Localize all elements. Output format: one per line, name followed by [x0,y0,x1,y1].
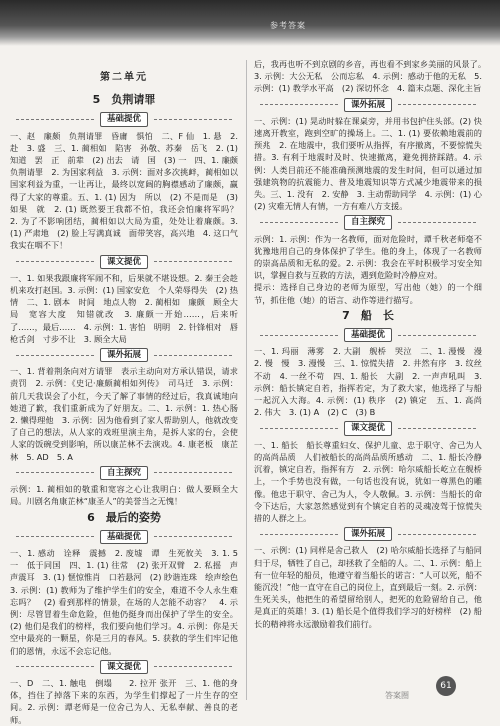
ext-answers-r: 一、示例：(1) 晃动时躲在课桌旁，并用书包护住头部。(2) 快速离开教室，跑到空旷的操场上。二、1. (1) 要依赖地震前的预兆 2. 在地震中，我们要听从指挥，有序撤离，不要惊慌失措。3. 有利于地震时及时、快速撤离，避免拥挤踩踏。4. 示例：人类目前还不能准确预测地震的发生时间，但可以通过加强建筑物的抗震能力、普及地震知识等方式减少地震带来的损失。三、1. 没有 2. 安静 3. 主动帮助同学 4. 示例：(1) 心 (2) 灾难无情人有情，一方有难八方支援。 [254,115,491,212]
section-ext: 课外拓展 [10,348,238,362]
header-band [0,0,500,46]
unit-title: 第二单元 [100,72,148,83]
section-basic-2: 基础提优 [10,530,238,544]
column-divider [246,60,247,700]
watermark: 答案圈 [385,691,409,700]
lesson-6-title: 6 最后的姿势 [87,510,161,524]
page-number: 61 [436,676,456,696]
section-class: 课文提优 [10,255,238,269]
header-label: 参考答案 [270,21,306,30]
lesson-7-title: 7 船 长 [342,308,394,322]
section-self-r: 自主探究 [254,215,482,229]
self-answers: 示例：1. 蔺相如的敬重和宽容之心让我明白：做人要顾全大局。川剧名角康芷林“康圣人”的美誉当之无愧！ [10,484,238,507]
ext2-answers-r: 一、示例：(1) 同样是舍己救人 (2) 哈尔威船长选择了与船同归于尽，牺牲了自己，却拯救了全船的人。二、1. 示例：船上有一位年轻的船员，他遵守着当船长的诺言：“人可以死，船不能沉没！”他一直守在自己的岗位上，直到最后一刻。2. 示例：生死关头，他把生的希望留给别人，把死的危险留给自己，他是真正的英雄！3. (1) 船长是个值得我们学习的好榜样 (2) 船长的精神将永远激励着我们前行。 [254,545,482,629]
ext-answers: 一、1. 背着荆条向对方请罪 表示主动向对方承认错误，请求责罚 2. 示例：《史记·廉颇蔺相如列传》 司马迁 3. 示例：前几天我误会了小红，今天了解了事情的经过后，我真诚地向她道了歉，我们重新成为了好朋友。二、1. 示例：1. 热心肠 2. 懒得理他 3. 示例：因为他看到了家人帮助别人，他就改变了自己的想法，从人家的戏班里演主角，是拆人家的台，会使人家的饭碗受到影响，所以康芷林不去演戏。4. 康老板 康芷林 5. AD 5. A [10,366,247,462]
basic-answers: 一、赵 廉颇 负荆请罪 昏庸 惧怕 二、F 仙 1. 悬 2. 赴 3. 盛 三、1. 蔺相如 陷害 孙敬、苏秦 岳飞 2. (1) 知道 罢 正 前辈 (2) 出去 请 国 (3) 一 四、1. 廉颇负荆请罪 2. 为国家利益 3. 示例：面对多次挑衅，蔺相如以国家利益为重，一让再让，最终以宽阔的胸襟感动了廉颇，赢得了大家的尊重。五、1. (1) 因为 所以 (2) 不是而是 (3) 如果 就 2. (1) 既然要王我都不怕，我还会怕廉将军吗？ 2. 为了不影响团结，蔺相如以大局为重，处处让着廉颇。3. (1) 严肃地 (2) 脸上写满真诚 面带笑容，高兴地 4. 这口气我实在咽不下！ [10,130,247,251]
section-self: 自主探究 [10,466,238,480]
left-column [10,70,247,726]
basic-answers-r: 一、1. 玛丽 薄雾 2. 大副 舰桥 哭泣 二、1. 漫慢 漫 2. 慢 慢 3. 漫慢 三、1. 惊慌失措 2. 井然有序 3. 纹丝不动 4. 一丝不苟 四、1. 船长 大副 2. 一声声吼叫 3. 示例：船长镇定自若，指挥若定，为了救大家，他选择了与船一起沉入大海。4. 示例：(1) 秩序 (2) 镇定 五、1. 高尚 2. 伟大 3. (1) A (2) C (3) B [254,346,491,418]
section-basic: 基础提优 [10,112,238,126]
class-answers-r: 一、1. 船长 船长尊重妇女、保护儿童、忠于职守、舍己为人的高尚品质 人们被船长的高尚品质所感动 二、1. 船长冷静沉着，镇定自若，指挥有方 2. 示例：哈尔威船长屹立在舰桥上，一个手势也没有做，一句话也没有说，犹如一尊黑色的雕像。他忠于职守、舍己为人，令人敬佩。3. 示例：当船长的命令下达后，大家忽然感觉到有个镇定自若的灵魂凌驾于惊慌失措的人群之上。 [254,439,482,523]
continued-answers: 后，我再也听不到京剧的乡音，再也看不到家乡美丽的风景了。 3. 示例：大公无私 公而忘私 4. 示例：感动于他的无私 5. 示例：(1) 教学水平高 (2) 深切怀念 4. 篇末点题、深化主旨 [254,59,491,94]
section-class-r: 课文提优 [254,421,482,435]
section-ext-r2: 课外拓展 [254,527,482,541]
class2-answers: 一、D 二、1. 触电 倒塌 2. 拉开 张开 三、1. 他的身体，挡住了掉落下来的东西，为学生们撑起了一片生存的空间。2. 示例：谭老师是一位舍己为人、无私奉献、善良的老师。 [10,677,238,725]
self-answers-r: 示例：1. 示例：作为一名教师，面对危险时，谭千秋老师毫不犹豫地用自己的身体保护了学生。他的身上，体现了一名教师的崇高品质和无私的爱。2. 示例：我会在平时积极学习安全知识，掌握自救与互救的方法，遇到危险时冷静应对。 [254,233,482,281]
section-class-2: 课文提优 [10,660,238,674]
section-ext-r: 课外拓展 [254,98,482,112]
self-hint: 提示：选择自己身边的老师为原型，写出他（她）的一个细节，抓住他（她）的语言、动作等进行描写。 [254,282,482,305]
basic2-answers: 一、1. 感动 诠释 震撼 2. 废墟 谭 生死攸关 3. 1. 5 一 低于同国 四、1. (1) 往常 (2) 张开双臂 2. 私摇 声声震耳 3. (1) 惬惊惟肖 口若悬河 (2) 眇谐连珠 绘声绘色 3. 示例：(1) 教师为了维护学生们的安全，难道不令人永生难忘吗？ (2) 看到那样的情景，在场的人怎能不动容？ 4. 示例：尽管冒着生命危险，但他仍挺身而出保护了学生的安全。(2) 他们是我们的榜样，我们要向他们学习。4. 示例：你是天空中最亮的一颗星，你是三月的春风。5. 获救的学生们牢记他们的恩情，永远不会忘记他。 [10,547,247,656]
lesson-5-title: 5 负荆请罪 [92,93,156,107]
right-column [254,58,491,630]
section-basic-r: 基础提优 [254,328,482,342]
class-answers: 一、1. 如果我跟廉将军闹不和，后果就不堪设想。2. 秦王会趁机来攻打赵国。3. 示例：(1) 国家安危 个人荣辱得失 (2) 热情 二、1. 剧本 时间 地点人物 2. 蔺相如 廉颇 顾全大局 宽容大度 知错就改 3. 廉颇一开始……，后来听了……，最后…… 4. 示例：1. 害怕 明明 2. 针锋相对 唇枪舌剑 寸步不让 3. 顾全大局 [10,272,238,344]
